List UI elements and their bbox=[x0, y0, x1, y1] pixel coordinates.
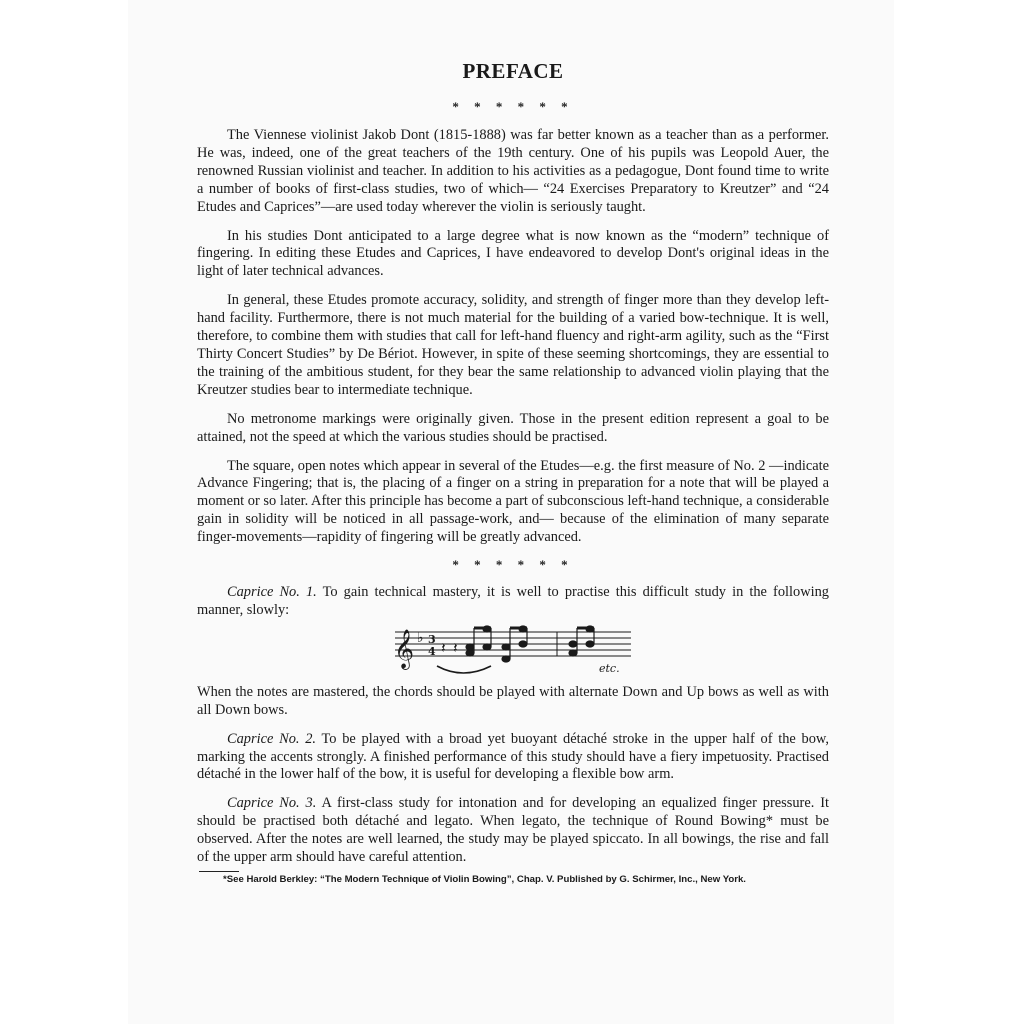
page-title: PREFACE bbox=[462, 59, 564, 83]
note-head bbox=[483, 644, 491, 650]
slur bbox=[437, 666, 491, 673]
note-head bbox=[466, 644, 474, 650]
quarter-rest-icon: 𝄽 bbox=[441, 638, 446, 657]
music-etc-label: etc. bbox=[599, 661, 620, 675]
caprice-2-text: To be played with a broad yet buoyant détaché stroke in the upper half of the bow, marking the accents strongly. A finished performance of this study should have a fiery impetuosity. Practised détaché in the lower half of the bow, it is useful for developing a flexible bow arm. bbox=[197, 730, 829, 783]
time-signature-bottom: 4 bbox=[428, 644, 436, 658]
caprice-2-paragraph bbox=[197, 731, 829, 785]
treble-clef-icon: 𝄞 bbox=[394, 628, 415, 669]
caprice-1-text: To gain technical mastery, it is well to practise this difficult study in the following manner, slowly: bbox=[197, 584, 829, 618]
separator-middle: * * * * * * bbox=[452, 557, 574, 573]
quarter-rest-icon: 𝄽 bbox=[453, 638, 458, 657]
paragraph-5: The square, open notes which appear in several of the Etudes—e.g. the first measure of No. 2 —indicate Advance Fingering; that is, the placing of a finger on a string in preparation for a note that will be played a moment or so later. After this principle has become a part of subconscious left-hand technique, a considerable gain in solidity will be noticed in all passage-work, and— because of the elimination of many separate finger-movements—rapidity of fingering will be greatly advanced. bbox=[197, 457, 829, 546]
caprice-3-paragraph bbox=[197, 795, 829, 867]
flat-icon: ♭ bbox=[417, 629, 424, 646]
music-staff-svg bbox=[393, 620, 633, 678]
note-head bbox=[502, 644, 510, 650]
paragraph-4: No metronome markings were originally given. Those in the present edition represent a goal to be attained, not the speed at which the various studies should be practised. bbox=[197, 410, 829, 445]
note-head bbox=[466, 650, 474, 656]
music-example bbox=[393, 620, 633, 678]
caprice-3-text: A first-class study for intonation and for developing an equalized finger pressure. It should be practised both détaché and legato. When legato, the technique of Round Bowing* must be observed. After the notes are well learned, the study may be played spiccato. In all bowings, the rise and fall of the upper arm should have careful attention. bbox=[197, 795, 829, 866]
note-head bbox=[519, 641, 527, 647]
note-head bbox=[502, 656, 510, 662]
separator-top: * * * * * * bbox=[452, 99, 574, 114]
paragraph-2: In his studies Dont anticipated to a large degree what is now known as the “modern” technique of fingering. In editing these Etudes and Caprices, I have endeavored to develop Dont's original ideas in the light of later technical advances. bbox=[197, 227, 829, 280]
caprice-2-title: Caprice No. 2. bbox=[227, 730, 317, 747]
caprice-1-after: When the notes are mastered, the chords should be played with alternate Down and Up bows as well as with all Down bows. bbox=[197, 683, 829, 718]
note-head bbox=[586, 641, 594, 647]
caprice-1-paragraph bbox=[197, 584, 829, 620]
caprice-1-title: Caprice No. 1. bbox=[227, 584, 317, 601]
footnote-rule bbox=[199, 871, 239, 872]
time-signature-top: 3 bbox=[428, 632, 436, 646]
note-head bbox=[569, 650, 577, 656]
paragraph-1: The Viennese violinist Jakob Dont (1815-1888) was far better known as a teacher than as a performer. He was, indeed, one of the great teachers of the 19th century. One of his pupils was Leopold Auer, the renowned Russian violinist and teacher. In addition to his activities as a pedagogue, Dont found time to write a number of books of first-class studies, two of which— “24 Exercises Preparatory to Kreutzer” and “24 Etudes and Caprices”—are used today wherever the violin is seriously taught. bbox=[197, 127, 829, 215]
paragraph-3: In general, these Etudes promote accuracy, solidity, and strength of finger more than they develop left-hand facility. Furthermore, there is not much material for the building of a varied bow-technique. It is well, therefore, to combine them with studies that call for left-hand fluency and right-arm agility, such as the “First Thirty Concert Studies” by De Bériot. However, in spite of these seeming shortcomings, they are essential to the training of the ambitious student, for they bear the same relationship to advanced violin playing that the Kreutzer studies bear to intermediate technique. bbox=[197, 292, 829, 398]
note-head bbox=[569, 641, 577, 647]
footnote: *See Harold Berkley: “The Modern Technique of Violin Bowing”, Chap. V. Published by G. Schirmer, Inc., New York. bbox=[223, 874, 746, 885]
preface-content bbox=[197, 56, 829, 886]
caprice-3-title: Caprice No. 3. bbox=[227, 795, 317, 812]
